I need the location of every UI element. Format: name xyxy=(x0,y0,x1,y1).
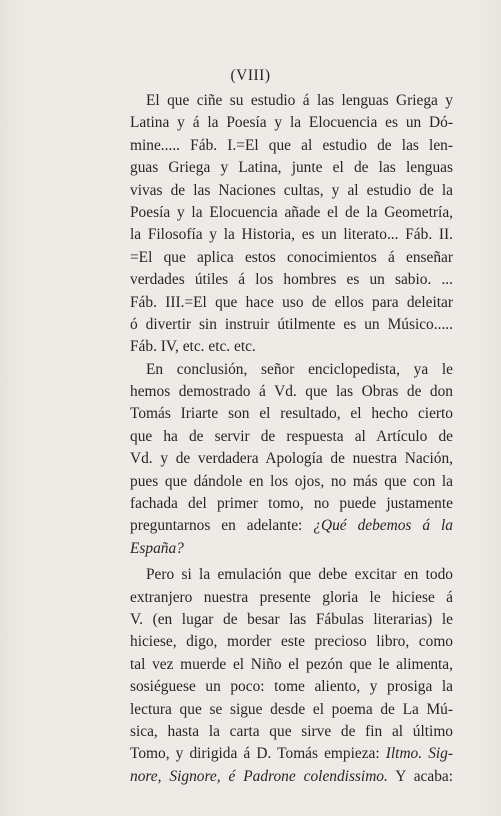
text-span: hiciese, digo, morder este precioso libro, como xyxy=(130,633,453,651)
text-span: Fáb. III.=El que hace uso de ellos para deleitar xyxy=(130,293,453,311)
text-line xyxy=(130,403,453,425)
text-line xyxy=(130,426,453,448)
text-span: sica, hasta la carta que sirve de fin al último xyxy=(130,722,453,740)
text-line xyxy=(130,135,453,157)
text-line xyxy=(130,766,453,788)
text-span: preguntarnos en adelante: xyxy=(130,517,314,535)
text-span: Poesía y la Elocuencia añade el de la Geometría, xyxy=(130,203,453,221)
text-span: que ha de servir de respuesta al Artículo de xyxy=(130,427,453,445)
italic-span: Iltmo. Sig- xyxy=(385,745,454,763)
text-line xyxy=(130,336,453,358)
text-span: V. (en lugar de besar las Fábulas literarias) le xyxy=(130,610,453,628)
text-line xyxy=(130,631,453,653)
text-line xyxy=(130,564,453,586)
text-line xyxy=(130,157,453,179)
text-span: lectura que se sigue desde el poema de La Mú- xyxy=(130,700,453,718)
text-line xyxy=(130,743,453,765)
text-line xyxy=(130,112,453,134)
page-number: (VIII) xyxy=(230,67,271,84)
text-span: pues que dándole en los ojos, no más que con la xyxy=(130,472,453,490)
paragraph xyxy=(130,564,453,788)
text-line xyxy=(130,224,453,246)
text-span: Tomás Iriarte son el resultado, el hecho cierto xyxy=(130,405,453,423)
paragraph xyxy=(130,359,453,561)
text-line xyxy=(130,654,453,676)
text-line xyxy=(130,90,453,112)
text-line xyxy=(130,609,453,631)
page-body xyxy=(130,90,453,788)
text-line xyxy=(130,202,453,224)
text-line xyxy=(130,515,453,537)
text-span: tal vez muerde el Niño el pezón que le alimenta, xyxy=(130,655,453,673)
italic-span: España? xyxy=(130,539,184,557)
text-line xyxy=(130,699,453,721)
text-line xyxy=(130,493,453,515)
text-span: En conclusión, señor enciclopedista, ya le xyxy=(146,360,453,378)
text-span: fachada del primer tomo, no puede justamente xyxy=(130,495,453,513)
text-line xyxy=(130,180,453,202)
italic-span: nore, Signore, é Padrone colendissimo. xyxy=(130,767,388,785)
text-span: la Filosofía y la Historia, es un literato... Fáb. II. xyxy=(130,226,453,244)
text-line xyxy=(130,721,453,743)
italic-span: ¿Qué debemos á la xyxy=(313,517,453,535)
text-span: ó divertir sin instruir útilmente es un Músico..... xyxy=(130,315,453,333)
text-span: Vd. y de verdadera Apología de nuestra Nación, xyxy=(130,450,453,468)
text-line xyxy=(130,269,453,291)
text-line xyxy=(130,538,453,560)
paragraph xyxy=(130,90,453,359)
text-span: El que ciñe su estudio á las lenguas Griega y xyxy=(146,92,453,109)
text-line xyxy=(130,676,453,698)
text-span: Latina y á la Poesía y la Elocuencia es un Dó- xyxy=(130,114,453,132)
text-line xyxy=(130,587,453,609)
text-line xyxy=(130,314,453,336)
text-span: Tomo, y dirigida á D. Tomás empieza: xyxy=(130,745,386,763)
text-span: guas Griega y Latina, junte el de las lenguas xyxy=(130,159,453,177)
text-span: vivas de las Naciones cultas, y al estudio de la xyxy=(130,181,453,199)
text-line xyxy=(130,448,453,470)
text-span: extranjero nuestra presente gloria le hiciese á xyxy=(130,588,453,606)
text-line xyxy=(130,381,453,403)
text-span: verdades útiles á los hombres es un sabio. ... xyxy=(130,271,453,289)
text-span: Pero si la emulación que debe excitar en todo xyxy=(146,566,453,584)
text-span: sosiéguese un poco: tome aliento, y prosiga la xyxy=(130,678,453,696)
text-line xyxy=(130,359,453,381)
text-line xyxy=(130,247,453,269)
text-span: =El que aplica estos conocimientos á enseñar xyxy=(130,248,453,266)
text-span: Y acaba: xyxy=(387,767,453,785)
text-line xyxy=(130,292,453,314)
text-line xyxy=(130,471,453,493)
text-span: hemos demostrado á Vd. que las Obras de don xyxy=(130,383,453,401)
text-span: mine..... Fáb. I.=El que al estudio de las len- xyxy=(130,136,453,154)
text-span: Fáb. IV, etc. etc. etc. xyxy=(130,338,256,356)
